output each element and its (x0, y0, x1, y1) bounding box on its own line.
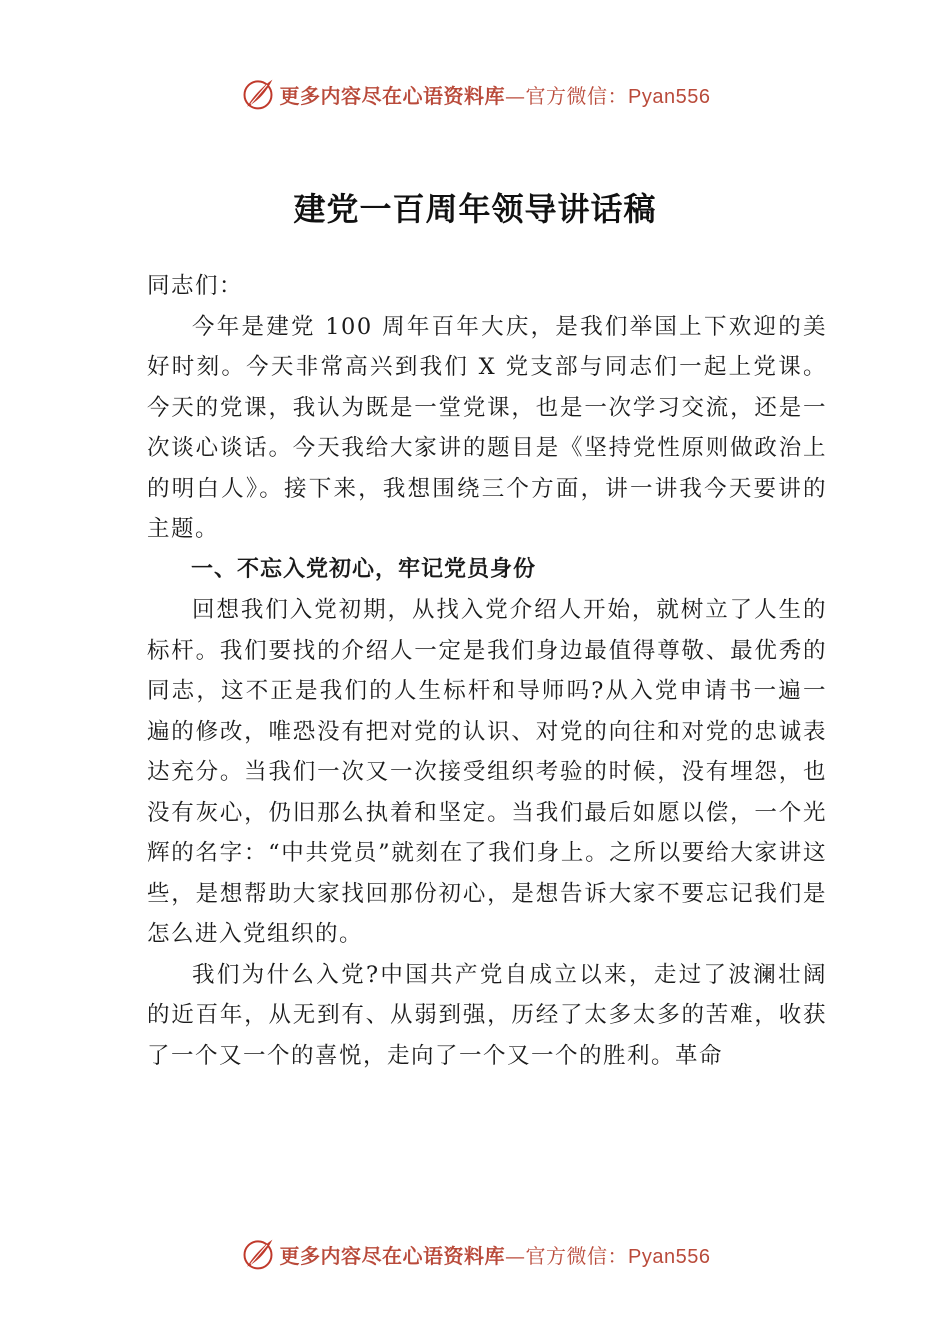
paragraph-intro: 今年是建党 100 周年百年大庆，是我们举国上下欢迎的美好时刻。今天非常高兴到我们 X 党支部与同志们一起上党课。今天的党课，我认为既是一堂党课，也是一次学习交流，还是一次谈心谈话。今天我给大家讲的题目是《坚持党性原则做政治上的明白人》。接下来，我想围绕三个方面，讲一讲我今天要讲的主题。 (147, 313, 827, 542)
footer-banner (0, 1232, 950, 1276)
banner-text (280, 1240, 711, 1269)
banner-dash: — (505, 1243, 526, 1268)
paragraph-3: 我们为什么入党?中国共产党自成立以来，走过了波澜壮阔的近百年，从无到有、从弱到强，历经了太多太多的苦难，收获了一个又一个的喜悦，走向了一个又一个的胜利。革命 (147, 961, 827, 1069)
header-banner (0, 72, 950, 116)
banner-main: 更多内容尽在心语资料库 (279, 83, 506, 108)
paragraph-2: 回想我们入党初期，从找入党介绍人开始，就树立了人生的标杆。我们要找的介绍人一定是我们身边最值得尊敬、最优秀的同志，这不正是我们的人生标杆和导师吗?从入党申请书一遍一遍的修改，唯恐没有把对党的认识、对党的向往和对党的忠诚表达充分。当我们一次又一次接受组织考验的时候，没有埋怨，也没有灰心，仍旧那么执着和坚定。当我们最后如愿以偿，一个光辉的名字：“中共党员”就刻在了我们身上。之所以要给大家讲这些，是想帮助大家找回那份初心，是想告诉大家不要忘记我们是怎么进入党组织的。 (147, 597, 827, 947)
feather-logo-icon (240, 1236, 276, 1272)
banner-sub: 官方微信： (525, 83, 629, 108)
banner-wechat-id: Pyan556 (628, 85, 711, 108)
banner-sub: 官方微信： (525, 1243, 629, 1268)
banner-wechat-id: Pyan556 (628, 1245, 711, 1268)
document-body (147, 266, 827, 1076)
banner-dash: — (505, 83, 526, 108)
salutation: 同志们： (147, 273, 244, 299)
section-heading-1: 一、不忘入党初心，牢记党员身份 (191, 556, 537, 582)
feather-logo-icon (240, 76, 276, 112)
banner-main: 更多内容尽在心语资料库 (279, 1243, 506, 1268)
banner-text (280, 80, 711, 109)
document-title: 建党一百周年领导讲话稿 (293, 190, 657, 228)
